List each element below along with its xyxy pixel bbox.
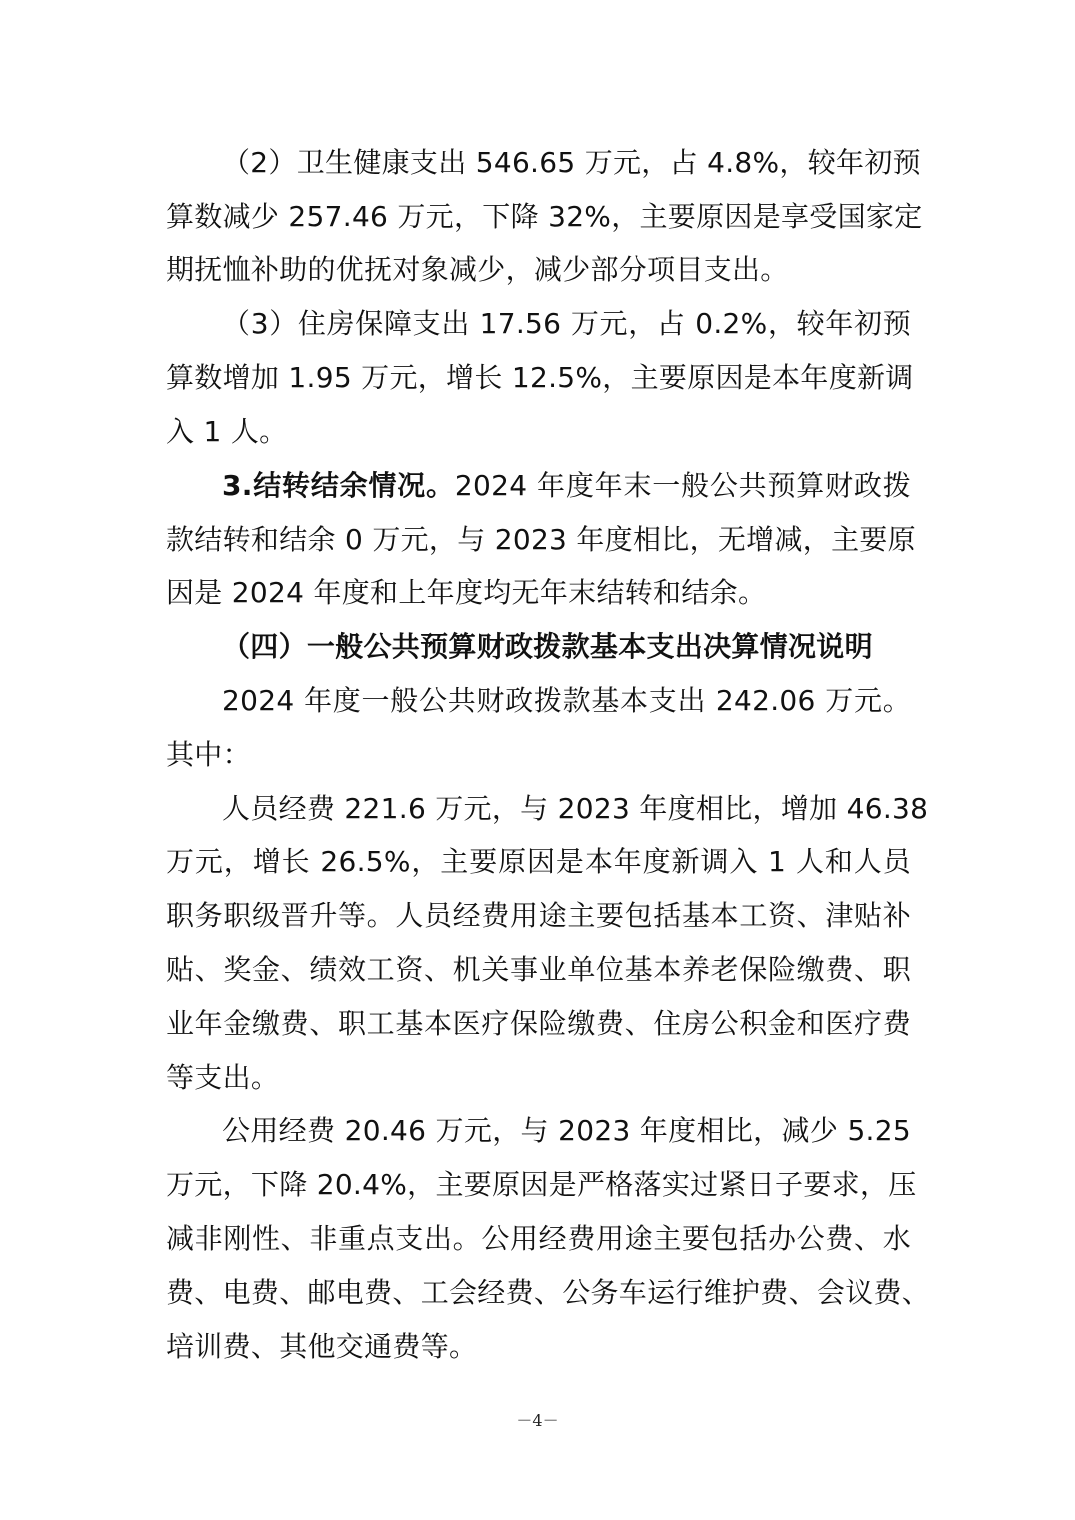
paragraph-line: 算数增加 1.95 万元，增长 12.5%，主要原因是本年度新调 [166, 361, 914, 394]
section-heading: （四）一般公共预算财政拨款基本支出决算情况说明 [222, 630, 873, 663]
paragraph-line: 期抚恤补助的优抚对象减少，减少部分项目支出。 [166, 253, 789, 286]
paragraph-line: 万元，下降 20.4%，主要原因是严格落实过紧日子要求，压 [166, 1168, 917, 1201]
paragraph-line: 因是 2024 年度和上年度均无年末结转和结余。 [166, 576, 767, 609]
paragraph-line: 公用经费 20.46 万元，与 2023 年度相比，减少 5.25 [222, 1114, 911, 1147]
paragraph-line: 费、电费、邮电费、工会经费、公务车运行维护费、会议费、 [166, 1276, 931, 1309]
paragraph-line: 培训费、其他交通费等。 [166, 1330, 478, 1363]
paragraph-line: 减非刚性、非重点支出。公用经费用途主要包括办公费、水 [166, 1222, 911, 1255]
paragraph-line: 贴、奖金、绩效工资、机关事业单位基本养老保险缴费、职 [166, 953, 911, 986]
paragraph-line: 万元，增长 26.5%，主要原因是本年度新调入 1 人和人员 [166, 845, 911, 878]
paragraph-line: （3）住房保障支出 17.56 万元，占 0.2%，较年初预 [222, 307, 911, 340]
paragraph-line: 业年金缴费、职工基本医疗保险缴费、住房公积金和医疗费 [166, 1007, 911, 1040]
paragraph-line: 款结转和结余 0 万元，与 2023 年度相比，无增减，主要原 [166, 523, 916, 556]
paragraph-line: 入 1 人。 [166, 415, 288, 448]
paragraph-text: 2024 年度年末一般公共预算财政拨 [454, 469, 912, 502]
paragraph-line: 职务职级晋升等。人员经费用途主要包括基本工资、津贴补 [166, 899, 911, 932]
paragraph-line: 算数减少 257.46 万元，下降 32%，主要原因是享受国家定 [166, 200, 923, 233]
paragraph-line [222, 466, 911, 506]
paragraph-line: 2024 年度一般公共财政拨款基本支出 242.06 万元。 [222, 684, 911, 717]
paragraph-line: （2）卫生健康支出 546.65 万元，占 4.8%，较年初预 [222, 146, 921, 179]
paragraph-line: 等支出。 [166, 1061, 280, 1094]
page-number: －4－ [516, 1411, 559, 1430]
paragraph-line: 其中： [166, 738, 251, 771]
paragraph-line: 人员经费 221.6 万元，与 2023 年度相比，增加 46.38 [222, 792, 929, 825]
subsection-heading: 3.结转结余情况。 [222, 469, 455, 502]
